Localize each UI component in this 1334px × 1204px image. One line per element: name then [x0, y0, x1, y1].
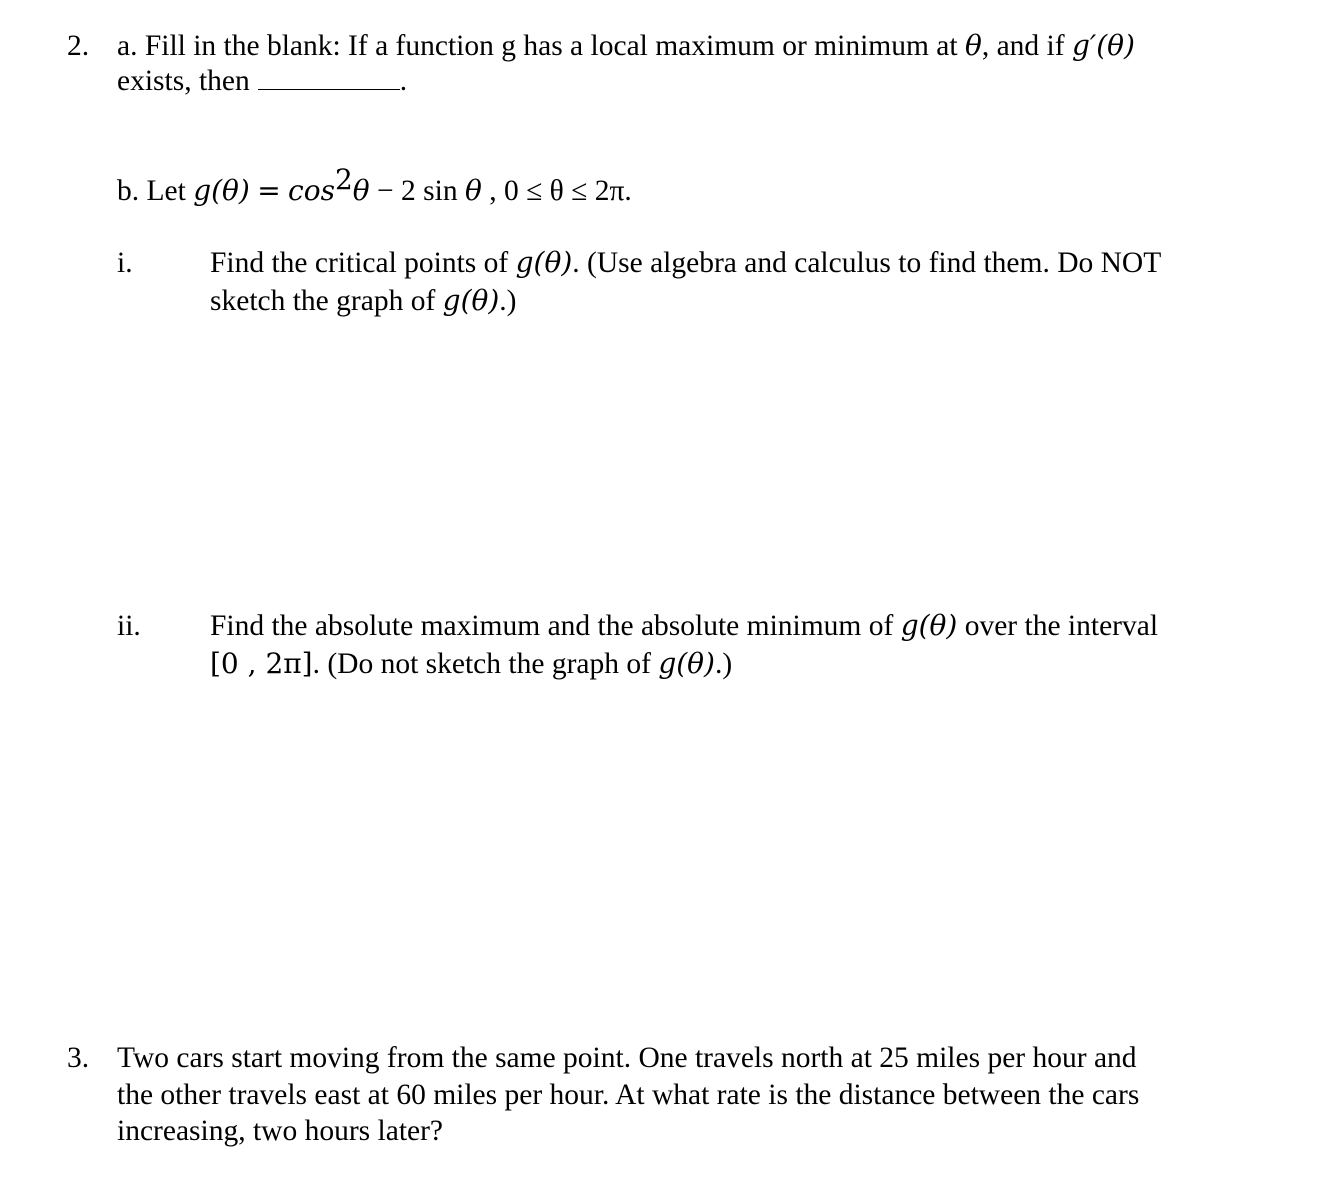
- q3-line3: increasing, two hours later?: [117, 1115, 444, 1147]
- q2bi-line2: [210, 283, 517, 319]
- q2b-minus-sin: − 2 sin: [377, 175, 458, 207]
- q2b-label: b. Let: [117, 175, 186, 207]
- q2bii-line2: [210, 646, 732, 682]
- q2b-theta2: θ: [464, 174, 482, 207]
- q2bii-text2: over the interval: [964, 610, 1159, 642]
- q2b-domain: , 0 ≤ θ ≤ 2π.: [489, 175, 632, 207]
- q3-number: 3.: [67, 1042, 90, 1074]
- q2bi-text4: .): [499, 285, 517, 317]
- q2bi-g-theta: g(θ): [515, 246, 573, 279]
- q2b-cos: cos: [288, 174, 335, 207]
- q2bii-line1: [210, 608, 1158, 644]
- q2a-answer-blank[interactable]: [258, 88, 400, 90]
- q2bii-g-theta: g(θ): [900, 609, 958, 642]
- q2bii-g-theta2: g(θ): [658, 647, 715, 680]
- q2bii-interval: [0 , 2π]: [210, 647, 313, 680]
- q2bii-text3: . (Do not sketch the graph of: [312, 648, 651, 680]
- q2a-period: .: [399, 65, 408, 97]
- q2a-line2: [117, 63, 407, 99]
- q2a-label: a.: [117, 30, 138, 62]
- q2a-line1: [117, 28, 1135, 64]
- q2bi-label: i.: [117, 247, 133, 279]
- q2b-line: [117, 163, 632, 209]
- q2bii-text1: Find the absolute maximum and the absolute minimum of: [210, 610, 894, 642]
- q2a-text: Fill in the blank: If a function g has a local maximum or minimum at: [144, 30, 958, 62]
- q2a-and-if: , and if: [981, 30, 1065, 62]
- q2b-square: 2: [334, 163, 353, 197]
- q2bi-g-theta2: g(θ): [442, 284, 500, 317]
- q2bi-line1: [210, 245, 1161, 281]
- q2b-theta: θ: [352, 174, 370, 207]
- q2bi-text3: sketch the graph of: [210, 285, 436, 317]
- q2a-exists-then: exists, then: [117, 65, 250, 97]
- q3-line2: the other travels east at 60 miles per hour. At what rate is the distance between the cars: [117, 1079, 1140, 1111]
- q2a-theta: θ: [964, 29, 982, 62]
- q2a-gprime: g′(θ): [1071, 29, 1135, 62]
- q2b-g-theta: g(θ): [193, 174, 250, 207]
- q2bii-label: ii.: [117, 610, 141, 642]
- q2b-equals: =: [257, 174, 281, 207]
- q2bii-text4: .): [714, 648, 733, 680]
- q3-line1: Two cars start moving from the same point. One travels north at 25 miles per hour and: [117, 1042, 1137, 1074]
- q2bi-text1: Find the critical points of: [210, 247, 509, 279]
- q2-number: 2.: [67, 30, 90, 62]
- q2bi-text2: . (Use algebra and calculus to find them. Do NOT: [572, 247, 1162, 279]
